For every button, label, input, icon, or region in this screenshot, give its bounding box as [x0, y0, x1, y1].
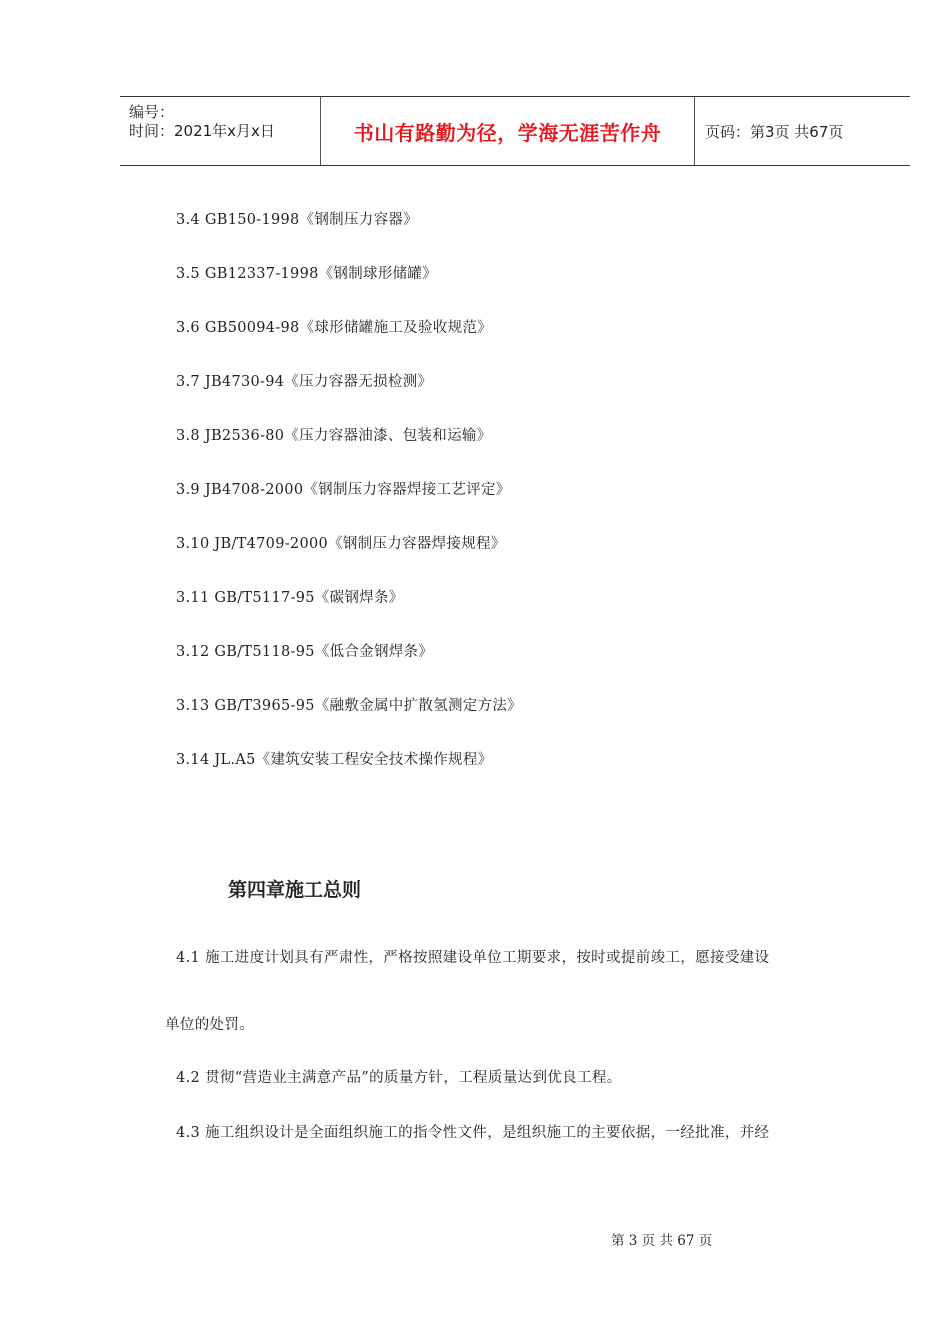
reference-item: 3.5 GB12337-1998《钢制球形储罐》: [176, 266, 438, 282]
document-header: [120, 96, 910, 166]
reference-item: 3.8 JB2536-80《压力容器油漆、包装和运输》: [176, 428, 492, 444]
header-motto-cell: [321, 97, 695, 165]
reference-item: 3.11 GB/T5117-95《碳钢焊条》: [176, 590, 404, 606]
reference-item: 3.12 GB/T5118-95《低合金钢焊条》: [176, 644, 434, 660]
chapter-title: 第四章施工总则: [228, 879, 362, 901]
reference-item: 3.14 JL.A5《建筑安装工程安全技术操作规程》: [176, 752, 493, 768]
header-meta-cell: [120, 97, 321, 165]
motto: 书山有路勤为径，学海无涯苦作舟: [353, 120, 662, 145]
reference-item: 3.6 GB50094-98《球形储罐施工及验收规范》: [176, 320, 492, 336]
paragraph: 4.3 施工组织设计是全面组织施工的指令性文件，是组织施工的主要依据，一经批准，并经: [176, 1125, 770, 1141]
reference-item: 3.9 JB4708-2000《钢制压力容器焊接工艺评定》: [176, 482, 511, 498]
paragraph: 4.2 贯彻“营造业主满意产品”的质量方针，工程质量达到优良工程。: [176, 1070, 622, 1086]
paragraph: 单位的处罚。: [165, 1017, 255, 1033]
time-label: 时间：2021年x月x日: [129, 122, 275, 140]
reference-item: 3.10 JB/T4709-2000《钢制压力容器焊接规程》: [176, 536, 506, 552]
header-page-cell: [695, 97, 910, 165]
reference-item: 3.7 JB4730-94《压力容器无损检测》: [176, 374, 433, 390]
code-label: 编号：: [129, 103, 175, 121]
reference-item: 3.13 GB/T3965-95《融敷金属中扩散氢测定方法》: [176, 698, 522, 714]
page-info: 页码：第3页 共67页: [705, 122, 844, 141]
page-footer: 第 3 页 共 67 页: [611, 1233, 713, 1249]
reference-item: 3.4 GB150-1998《钢制压力容器》: [176, 212, 418, 228]
paragraph: 4.1 施工进度计划具有严肃性，严格按照建设单位工期要求，按时或提前竣工，愿接受建设: [176, 950, 770, 966]
